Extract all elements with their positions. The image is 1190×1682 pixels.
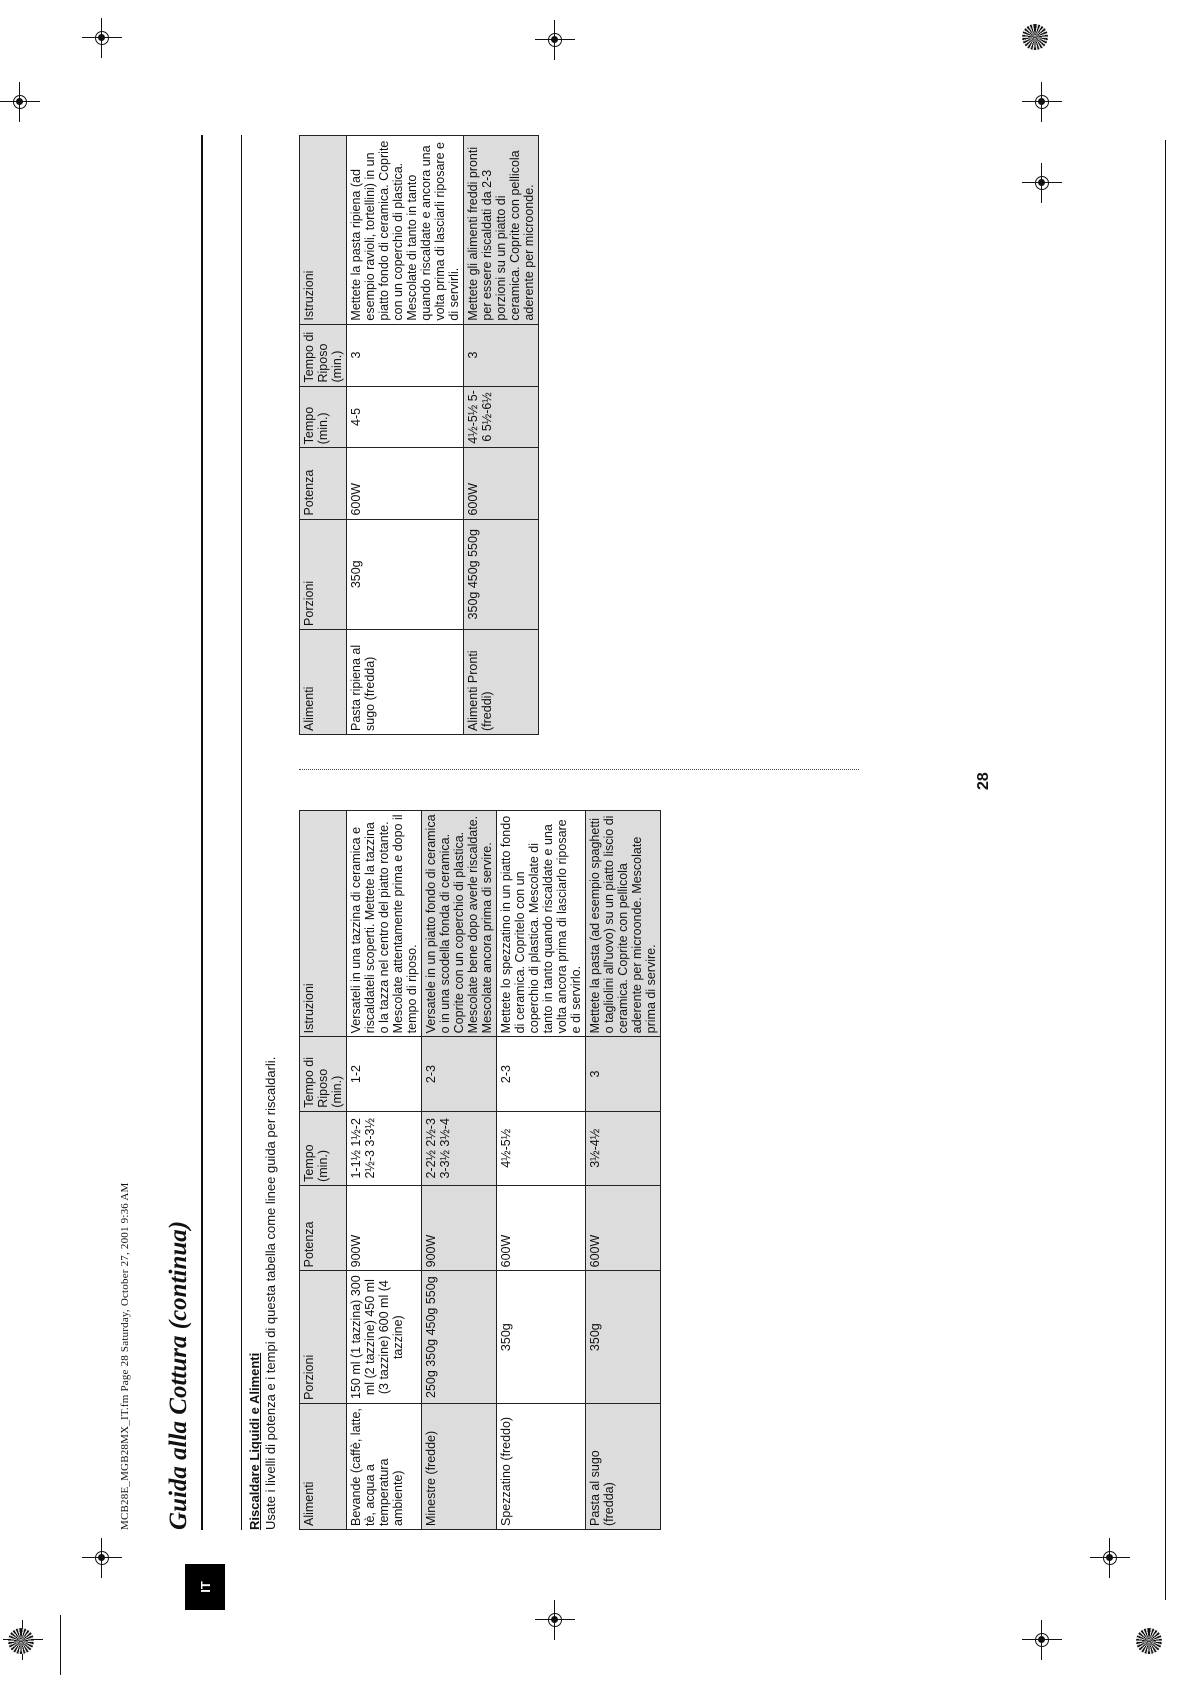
cell-istruzioni: Versateli in una tazzina di ceramica e riscaldateli scoperti. Mettete la tazzina o la tazza nel centro del piatto rotante. Mescolate attentamente prima e dopo il tempo di riposo. <box>347 811 422 1037</box>
registration-starburst-icon <box>8 1628 34 1654</box>
title-rule <box>201 135 203 1530</box>
col-header-porzioni: Porzioni <box>300 519 347 629</box>
cell-riposo: 1-2 <box>347 1037 422 1111</box>
table-row <box>497 811 586 1530</box>
registration-starburst-icon <box>1136 1628 1162 1654</box>
cell-alimenti: Spezzatino (freddo) <box>497 1403 586 1529</box>
column-divider <box>299 769 859 770</box>
cell-riposo: 3 <box>347 324 464 386</box>
cell-tempo: 3½-4½ <box>586 1111 661 1185</box>
section-title: Riscaldare Liquidi e Alimenti <box>247 1352 262 1530</box>
cell-potenza: 900W <box>422 1185 497 1270</box>
cell-alimenti: Pasta al sugo (fredda) <box>586 1403 661 1529</box>
cell-alimenti: Bevande (caffè, latte, tè, acqua a temperatura ambiente) <box>347 1403 422 1529</box>
crosshair-icon <box>535 1600 575 1640</box>
section-intro: Usate i livelli di potenza e i tempi di questa tabella come linee guida per riscaldarli. <box>263 1056 278 1530</box>
cell-istruzioni: Mettete la pasta (ad esempio spaghetti o tagliolini all'uovo) su un piatto liscio di ceramica. Coprite con pellicola aderente per microonde. Mescolate prima di servire. <box>586 811 661 1037</box>
cell-porzioni: 350g <box>347 519 464 629</box>
cell-tempo: 4½-5½ 5-6 5½-6½ <box>464 386 539 448</box>
cell-istruzioni: Mettete la pasta ripiena (ad esempio ravioli, tortellini) in un piatto fondo di ceramica. Coprite con un coperchio di plastica. Mescolate di tanto in tanto quando riscaldate e ancora una volta prima di lasciarli riposare e di servirli. <box>347 136 464 325</box>
cell-istruzioni: Versatele in un piatto fondo di ceramica o in una scodella fonda di ceramica. Coprite con un coperchio di plastica. Mescolate bene dopo averle riscaldate. Mescolate ancora prima di servire. <box>422 811 497 1037</box>
cell-riposo: 3 <box>464 324 539 386</box>
cell-porzioni: 350g <box>586 1271 661 1404</box>
col-header-potenza: Potenza <box>300 1185 347 1270</box>
file-info-line: MCB28E_MGB28MX_IT.fm Page 28 Saturday, October 27, 2001 9:36 AM <box>119 1182 131 1530</box>
cell-tempo: 1-1½ 1½-2 2½-3 3-3½ <box>347 1111 422 1185</box>
cell-porzioni: 350g 450g 550g <box>464 519 539 629</box>
col-header-tempo: Tempo (min.) <box>300 1111 347 1185</box>
cell-alimenti: Minestre (fredde) <box>422 1403 497 1529</box>
cell-tempo: 4-5 <box>347 386 464 448</box>
cell-potenza: 600W <box>464 448 539 519</box>
language-tab: IT <box>185 1564 225 1610</box>
page-title: Guida alla Cottura (continua) <box>165 1220 192 1530</box>
trim-line <box>1165 140 1166 1600</box>
cell-porzioni: 150 ml (1 tazzina) 300 ml (2 tazzine) 450 ml (3 tazzine) 600 ml (4 tazzine) <box>347 1271 422 1404</box>
trim-line <box>60 1615 61 1675</box>
crosshair-icon <box>1022 1620 1062 1660</box>
cell-potenza: 600W <box>347 448 464 519</box>
col-header-tempo: Tempo (min.) <box>300 386 347 448</box>
rotated-content <box>115 30 1115 1593</box>
col-header-alimenti: Alimenti <box>300 629 347 734</box>
col-header-istruzioni: Istruzioni <box>300 811 347 1037</box>
crosshair-icon <box>1090 1538 1130 1578</box>
table-header-row <box>300 811 347 1530</box>
col-header-riposo: Tempo di Riposo (min.) <box>300 1037 347 1111</box>
col-header-potenza: Potenza <box>300 448 347 519</box>
reheat-table-1 <box>299 810 661 1530</box>
cell-riposo: 3 <box>586 1037 661 1111</box>
cell-riposo: 2-3 <box>497 1037 586 1111</box>
table-row <box>347 136 464 735</box>
page-number: 28 <box>975 772 992 790</box>
crosshair-icon <box>82 1538 122 1578</box>
table-row <box>464 136 539 735</box>
table-row <box>347 811 422 1530</box>
cell-istruzioni: Mettete lo spezzatino in un piatto fondo di ceramica. Copritelo con un coperchio di plastica. Mescolate di tanto in tanto quando riscaldate e una volta ancora prima di lasciarlo riposare e di servirlo. <box>497 811 586 1037</box>
cell-porzioni: 350g <box>497 1271 586 1404</box>
table-row <box>586 811 661 1530</box>
cell-riposo: 2-3 <box>422 1037 497 1111</box>
cell-porzioni: 250g 350g 450g 550g <box>422 1271 497 1404</box>
col-header-istruzioni: Istruzioni <box>300 136 347 325</box>
cell-istruzioni: Mettete gli alimenti freddi pronti per essere riscaldati da 2-3 porzioni su un piatto di ceramica. Coprite con pellicola aderente per microonde. <box>464 136 539 325</box>
cell-tempo: 4½-5½ <box>497 1111 586 1185</box>
cell-potenza: 600W <box>586 1185 661 1270</box>
col-header-porzioni: Porzioni <box>300 1271 347 1404</box>
cell-alimenti: Pasta ripiena al sugo (fredda) <box>347 629 464 734</box>
title-rule <box>241 135 242 1530</box>
cell-potenza: 600W <box>497 1185 586 1270</box>
col-header-riposo: Tempo di Riposo (min.) <box>300 324 347 386</box>
table-row <box>422 811 497 1530</box>
cell-alimenti: Alimenti Pronti (freddi) <box>464 629 539 734</box>
crosshair-icon <box>0 82 40 122</box>
cell-tempo: 2-2½ 2½-3 3-3½ 3½-4 <box>422 1111 497 1185</box>
col-header-alimenti: Alimenti <box>300 1403 347 1529</box>
table-header-row <box>300 136 347 735</box>
reheat-table-2 <box>299 135 539 735</box>
cell-potenza: 900W <box>347 1185 422 1270</box>
